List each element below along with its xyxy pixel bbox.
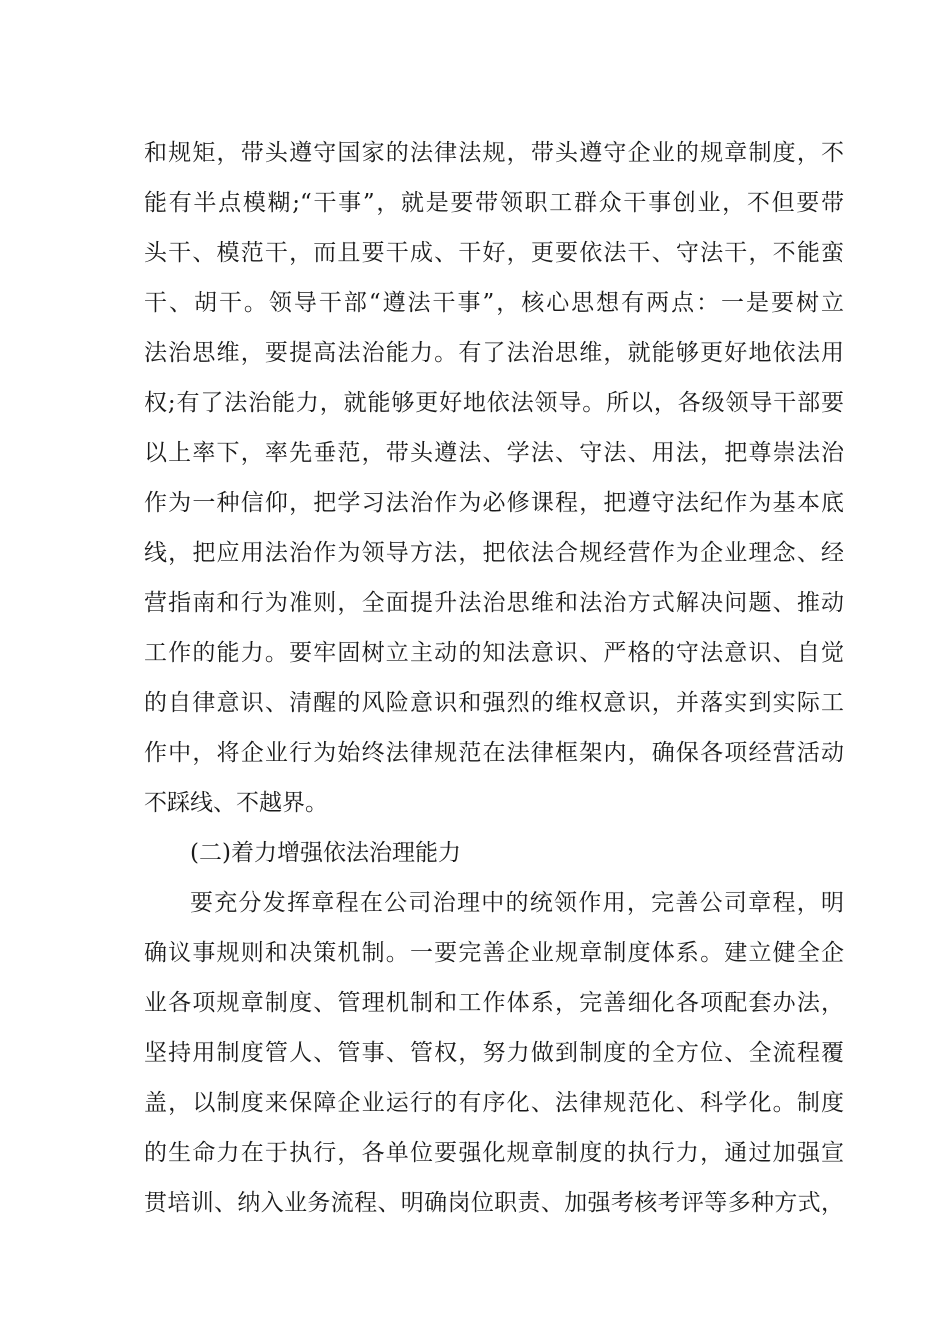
text-line: 营指南和行为准则，全面提升法治思维和法治方式解决问题、推动 [144,590,844,616]
text-line: 干、胡干。领导干部“遵法干事”，核心思想有两点：一是要树立 [144,290,844,316]
text-line: 头干、模范干，而且要干成、干好，更要依法干、守法干，不能蛮 [144,240,844,266]
text-line: 业各项规章制度、管理机制和工作体系，完善细化各项配套办法， [144,990,844,1016]
text-line: 能有半点模糊;“干事”，就是要带领职工群众干事创业，不但要带 [144,190,844,216]
text-line: 作中，将企业行为始终法律规范在法律框架内，确保各项经营活动 [144,740,844,766]
paragraph-1 [144,128,844,828]
text-line: 确议事规则和决策机制。一要完善企业规章制度体系。建立健全企 [144,940,844,966]
text-line: 作为一种信仰，把学习法治作为必修课程，把遵守法纪作为基本底 [144,490,844,516]
text-line: 以上率下，率先垂范，带头遵法、学法、守法、用法，把尊崇法治 [144,440,844,466]
text-line: 权;有了法治能力，就能够更好地依法领导。所以，各级领导干部要 [144,390,844,416]
text-line: 坚持用制度管人、管事、管权，努力做到制度的全方位、全流程覆 [144,1040,844,1066]
text-line: 线，把应用法治作为领导方法，把依法合规经营作为企业理念、经 [144,540,844,566]
text-line-first: 要充分发挥章程在公司治理中的统领作用，完善公司章程，明 [190,890,844,916]
paragraph-2 [144,878,844,1228]
text-line: 法治思维，要提高法治能力。有了法治思维，就能够更好地依法用 [144,340,844,366]
text-line: 的生命力在于执行，各单位要强化规章制度的执行力，通过加强宣 [144,1140,844,1166]
body-text [144,128,844,1228]
text-line: 和规矩，带头遵守国家的法律法规，带头遵守企业的规章制度，不 [144,140,844,166]
text-line: 工作的能力。要牢固树立主动的知法意识、严格的守法意识、自觉 [144,640,844,666]
text-line: 的自律意识、清醒的风险意识和强烈的维权意识，并落实到实际工 [144,690,844,716]
section-heading: (二)着力增强依法治理能力 [190,840,461,866]
text-line: 盖，以制度来保障企业运行的有序化、法律规范化、科学化。制度 [144,1090,844,1116]
text-line: 贯培训、纳入业务流程、明确岗位职责、加强考核考评等多种方式， [144,1190,844,1216]
text-line-last: 不踩线、不越界。 [144,790,328,816]
